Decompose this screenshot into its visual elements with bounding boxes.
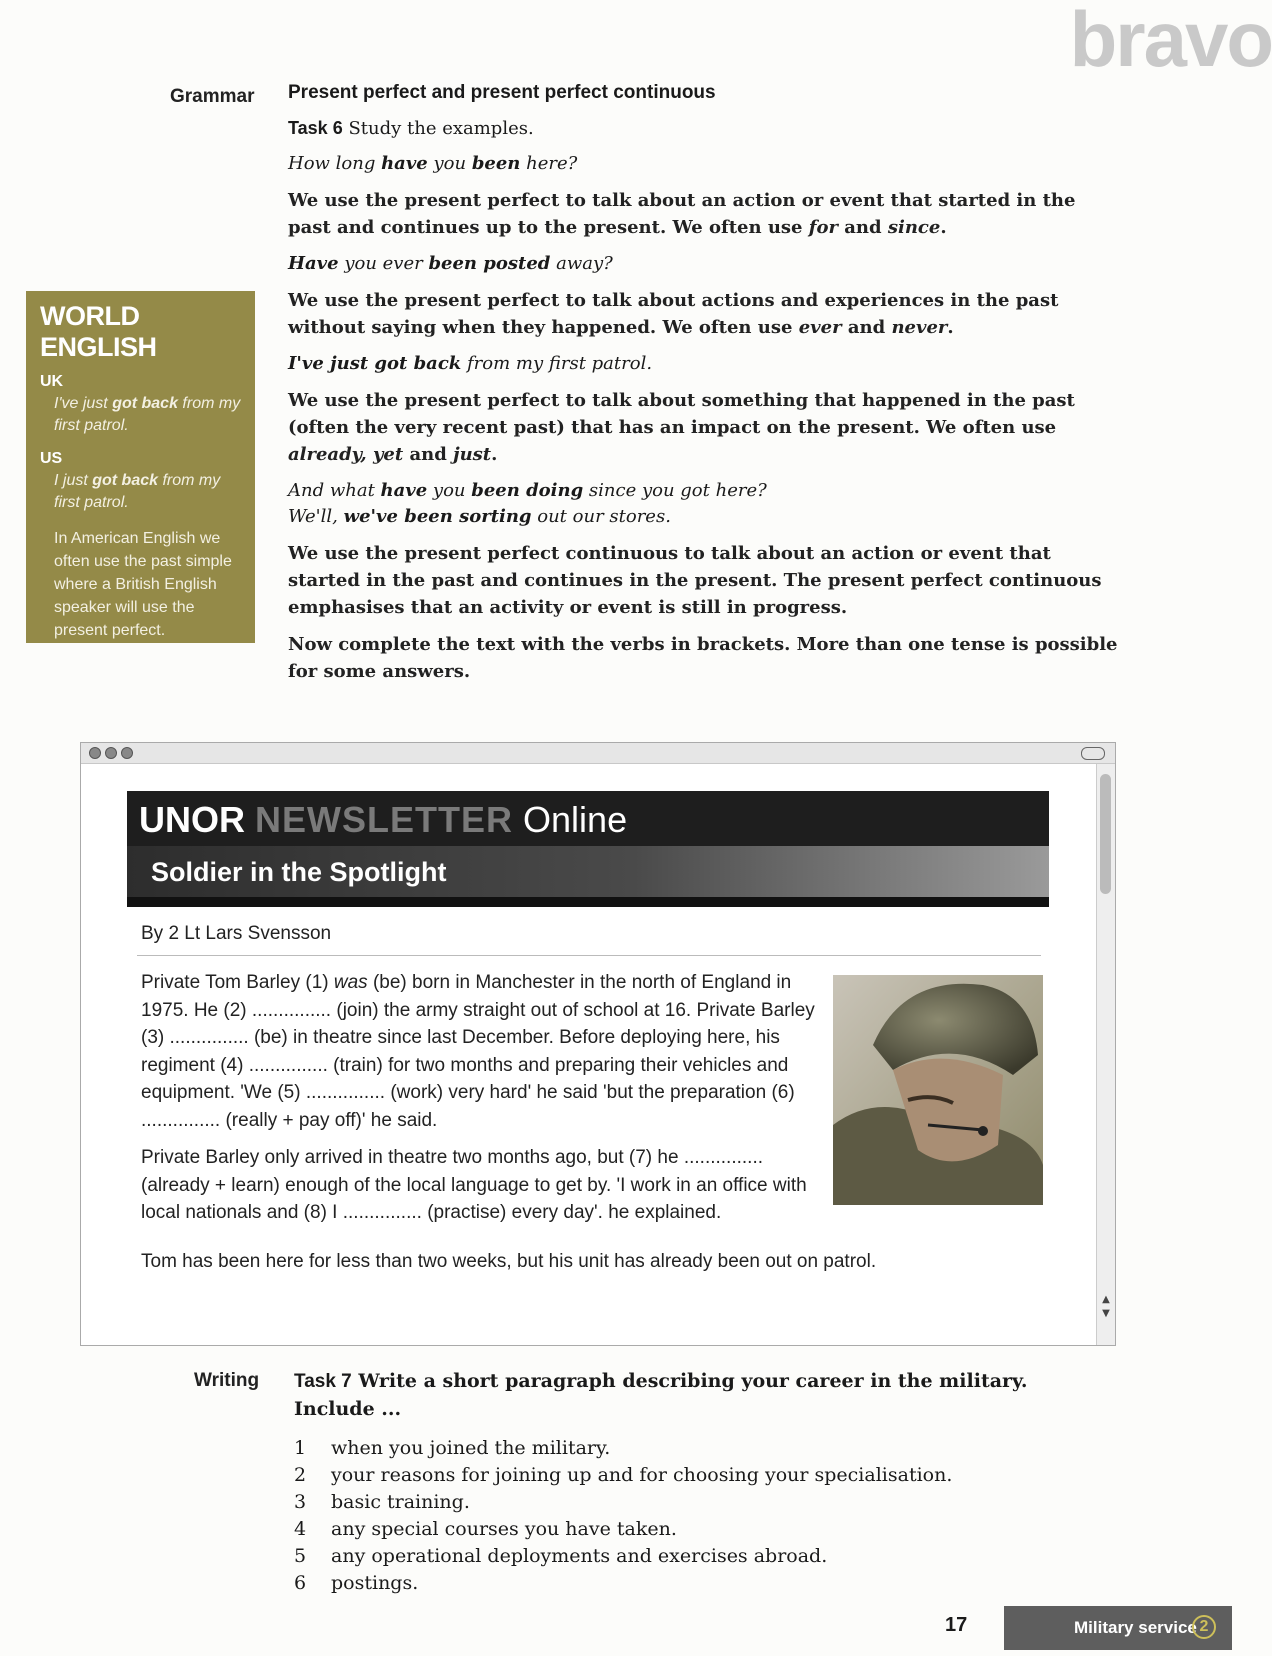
scroll-down-arrow-icon[interactable]: ▼ [1102,1308,1110,1319]
newsletter-browser-window [80,742,1116,1346]
article-paragraph-1: Private Tom Barley (1) was (be) born in Manchester in the north of England in 1975. He (2) ............... (join) the army straight out of school at 16. Private Barley (3) ............... (be) in theatre since last December. Before deploying here, his regiment (4) ............... (train) for two months and preparing their vehicles and equipment. 'We (5) ............... (work) very hard' he said 'but the preparation (6) ............... (really + pay off)' he said. [141,972,815,1131]
scroll-thumb[interactable] [1100,774,1111,894]
unit-footer-tab [1004,1606,1232,1650]
list-item: 4 any special courses you have taken. [294,1518,677,1541]
zoom-window-icon[interactable] [121,747,133,759]
writing-checklist [294,1435,1114,1597]
world-english-title: WORLD ENGLISH [40,301,157,362]
vertical-scrollbar[interactable] [1096,764,1115,1345]
task-7-heading: Task 7 Write a short paragraph describing your career in the military. Include ... [294,1370,1028,1420]
world-english-box [26,291,255,643]
newsletter-header [127,791,1049,907]
list-item: 5 any operational deployments and exercises abroad. [294,1545,828,1568]
list-item: 6 postings. [294,1572,419,1595]
article-byline: By 2 Lt Lars Svensson [141,923,332,944]
writing-section [294,1368,1114,1597]
us-label: US [40,449,63,467]
rule-2: We use the present perfect to talk about actions and experiences in the past without saying when they happened. We often use ever and never. [288,290,1059,339]
minimize-window-icon[interactable] [105,747,117,759]
task-instruction: Now complete the text with the verbs in brackets. More than one tense is possible for some answers. [288,634,1118,683]
article-paragraph-3: Tom has been here for less than two weeks, but his unit has already been out on patrol. [141,1251,877,1272]
uk-label: UK [40,373,64,390]
toolbar-toggle-icon[interactable] [1081,747,1105,760]
unit-label: Military service [1074,1618,1197,1637]
rule-1: We use the present perfect to talk about an action or event that started in the past and continues up to the present. We often use for and since. [288,190,1076,239]
example-3: I've just got back from my first patrol. [288,353,653,375]
grammar-section [288,82,1118,695]
header-divider [127,897,1049,907]
rule-4: We use the present perfect continuous to talk about an action or event that started in the past and continues in the present. The present perfect continuous emphasises that an activity or event is still in progress. [288,543,1102,619]
list-item: 2 your reasons for joining up and for choosing your specialisation. [294,1464,953,1487]
rule-3: We use the present perfect to talk about something that happened in the past (often the very recent past) that has an impact on the present. We often use already, yet and just. [288,390,1075,466]
grammar-title: Present perfect and present perfect continuous [288,82,716,103]
example-4: And what have you been doing since you got here? [288,480,767,502]
article-paragraph-2: Private Barley only arrived in theatre two months ago, but (7) he ............... (already + learn) enough of the local language to get by. 'I work in an office with local nationals and (8) I ............... (practise) every day'. he explained. [141,1147,807,1224]
world-english-note: In American English we often use the past simple where a British English speaker will use the present perfect. [54,529,232,640]
list-item: 1 when you joined the military. [294,1437,611,1460]
soldier-photo [833,975,1043,1205]
byline-divider [137,955,1041,956]
unit-number-badge: 2 [1192,1615,1216,1639]
newsletter-title: UNOR NEWSLETTER Online [139,799,628,840]
brand-logo: bravo [1069,0,1272,83]
example-2: Have you ever been posted away? [288,253,613,275]
example-5: We'll, we've been sorting out our stores. [288,506,671,528]
list-item: 3 basic training. [294,1491,470,1514]
browser-title-bar [81,743,1115,764]
example-1: How long have you been here? [288,153,578,174]
article-body [141,969,821,1237]
close-window-icon[interactable] [89,747,101,759]
scroll-up-arrow-icon[interactable]: ▲ [1102,1294,1110,1305]
grammar-section-label: Grammar [170,86,255,107]
page-number: 17 [945,1614,968,1636]
uk-example: I've just got back from my first patrol. [54,395,241,435]
us-example: I just got back from my first patrol. [54,471,221,512]
newsletter-subtitle: Soldier in the Spotlight [151,857,447,887]
writing-section-label: Writing [194,1370,260,1391]
task-6-heading: Task 6 Study the examples. [288,118,534,139]
